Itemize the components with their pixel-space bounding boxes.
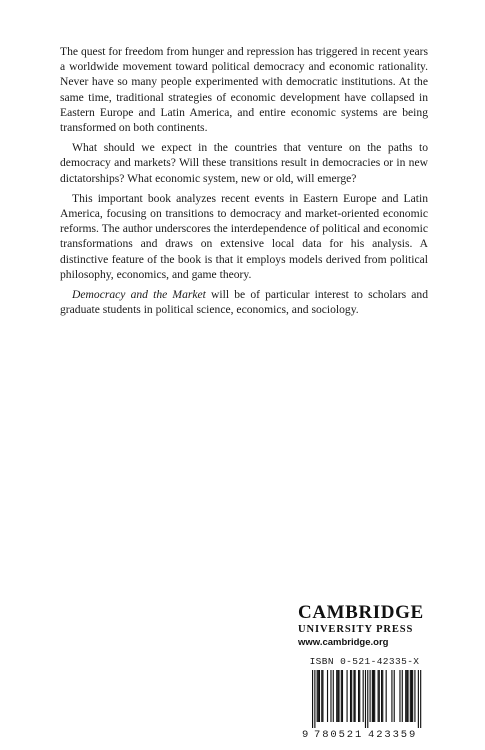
publisher-name: CAMBRIDGE xyxy=(298,602,424,623)
barcode-bar xyxy=(420,670,421,728)
barcode-bar xyxy=(321,670,322,722)
barcode-bars xyxy=(302,670,427,730)
barcode-bar xyxy=(333,670,334,722)
barcode-bar xyxy=(378,670,379,722)
barcode-bar xyxy=(322,670,323,722)
publisher-subtitle: UNIVERSITY PRESS xyxy=(298,624,414,635)
barcode-bar xyxy=(406,670,407,722)
barcode-bar xyxy=(350,670,351,722)
blurb-paragraph-4-text: will be of particular interest to scholars and graduate students in political science, economics, and sociology. xyxy=(60,288,428,317)
barcode-bar xyxy=(372,670,373,722)
barcode-bar xyxy=(379,670,380,722)
blurb-paragraph-1: The quest for freedom from hunger and repression has triggered in recent years a worldwide movement toward political democracy and economic rationality. Never have so many people experimented with democratic institutions. At the same time, traditional strategies of economic development have collapsed in Eastern Europe and Latin America, and entire economic systems are being transformed on both continents. xyxy=(60,45,428,135)
barcode-bar xyxy=(363,670,364,722)
barcode-bar xyxy=(317,670,318,722)
barcode-bar xyxy=(382,670,383,722)
barcode-digits xyxy=(302,730,427,742)
blurb-paragraph-3: This important book analyzes recent events in Eastern Europe and Latin America, focusing on transitions to democracy and market-oriented economic reforms. The author underscores the interdependence of political and economic transformations and draws on extensive local data for his analysis. A distinctive feature of the book is that it employs models derived from political philosophy, economics, and game theory. xyxy=(60,191,428,281)
publisher-logo xyxy=(298,603,438,649)
barcode-bar xyxy=(314,670,315,728)
barcode-bar xyxy=(312,670,313,728)
barcode-bar xyxy=(351,670,352,722)
barcode-bar xyxy=(319,670,320,722)
barcode-bar xyxy=(342,670,343,722)
isbn-number: ISBN 0-521-42335-X xyxy=(309,656,420,667)
barcode-bar xyxy=(412,670,413,722)
book-title: Democracy and the Market xyxy=(72,288,206,302)
blurb-paragraph-4 xyxy=(60,287,428,317)
barcode-bar xyxy=(347,670,348,722)
barcode-bar xyxy=(337,670,338,722)
barcode-bar xyxy=(381,670,382,722)
barcode-digit-group-1: 780521 xyxy=(314,729,364,741)
barcode-bar xyxy=(410,670,411,722)
barcode-bar xyxy=(411,670,412,722)
barcode-bar xyxy=(359,670,360,722)
barcode-digit-group-2: 423359 xyxy=(368,729,418,741)
barcode-bar xyxy=(394,670,395,722)
barcode-bar xyxy=(338,670,339,722)
barcode-bar xyxy=(405,670,406,722)
barcode-bar xyxy=(418,670,419,728)
barcode-bar xyxy=(355,670,356,722)
barcode-bar xyxy=(330,670,331,722)
barcode-bar xyxy=(367,670,368,728)
barcode-bar xyxy=(407,670,408,722)
barcode-bar xyxy=(370,670,371,722)
barcode-bar xyxy=(386,670,387,722)
barcode-bar xyxy=(336,670,337,722)
barcode-bar xyxy=(373,670,374,722)
barcode-bar xyxy=(391,670,392,722)
barcode-bar xyxy=(414,670,415,722)
barcode-bar xyxy=(327,670,328,722)
blurb-paragraph-2: What should we expect in the countries that venture on the paths to democracy and markets? Will these transitions result in democracies or in new dictatorships? What economic system, new or old, will emerge? xyxy=(60,141,428,185)
barcode-bar xyxy=(365,670,366,728)
publisher-url: www.cambridge.org xyxy=(298,637,389,648)
barcode-bar xyxy=(353,670,354,722)
barcode-bar xyxy=(374,670,375,722)
barcode-lead-digit: 9 xyxy=(302,729,309,741)
barcode-bar xyxy=(341,670,342,722)
barcode-bar xyxy=(318,670,319,722)
barcode-bar xyxy=(399,670,400,722)
back-cover-blurb xyxy=(60,44,428,322)
barcode-bar xyxy=(358,670,359,722)
isbn-barcode xyxy=(302,656,427,742)
barcode-bar xyxy=(402,670,403,722)
